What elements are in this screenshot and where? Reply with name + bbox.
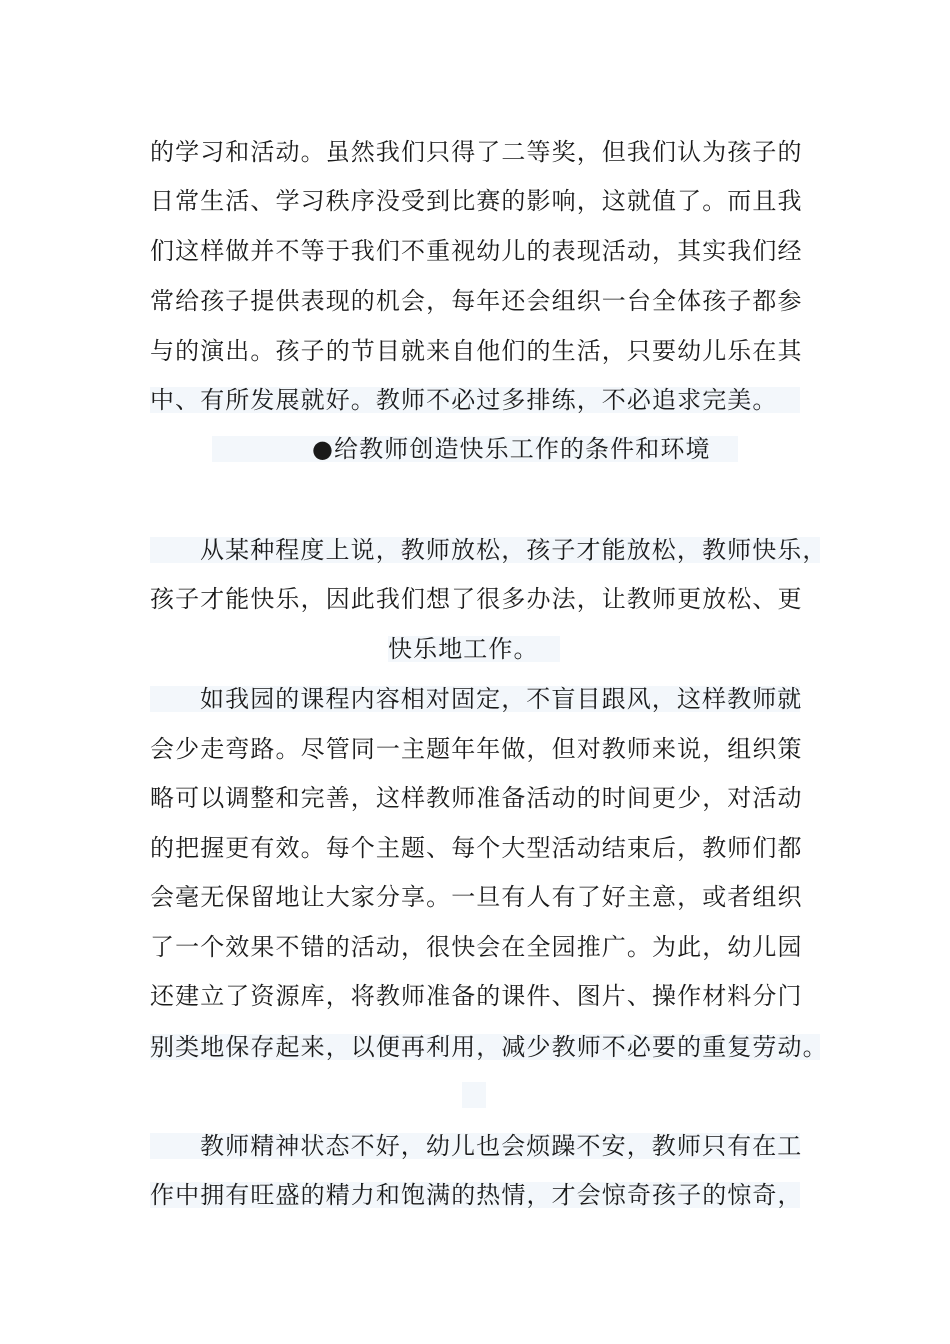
paragraph-line: 快乐地工作。 <box>388 636 560 662</box>
paragraph-line: 还建立了资源库，将教师准备的课件、图片、操作材料分门 <box>150 982 803 1010</box>
paragraph-line: 中、有所发展就好。教师不必过多排练，不必追求完美。 <box>150 387 800 413</box>
paragraph-line: 与的演出。孩子的节目就来自他们的生活，只要幼儿乐在其 <box>150 337 803 365</box>
paragraph-line: 的学习和活动。虽然我们只得了二等奖，但我们认为孩子的 <box>150 138 803 166</box>
paragraph-line: 常给孩子提供表现的机会，每年还会组织一台全体孩子都参 <box>150 287 803 315</box>
paragraph-line: 了一个效果不错的活动，很快会在全园推广。为此，幼儿园 <box>150 933 803 961</box>
paragraph-line: 作中拥有旺盛的精力和饱满的热情，才会惊奇孩子的惊奇， <box>150 1181 803 1209</box>
paragraph-line: 会毫无保留地让大家分享。一旦有人有了好主意，或者组织 <box>150 883 803 911</box>
paragraph-line: 们这样做并不等于我们不重视幼儿的表现活动，其实我们经 <box>150 237 803 265</box>
paragraph-line: 教师精神状态不好，幼儿也会烦躁不安，教师只有在工 <box>150 1133 800 1159</box>
section-heading: ●给教师创造快乐工作的条件和环境 <box>212 436 738 462</box>
paragraph-line: 会少走弯路。尽管同一主题年年做，但对教师来说，组织策 <box>150 735 803 763</box>
paragraph-line: 如我园的课程内容相对固定，不盲目跟风，这样教师就 <box>150 686 800 712</box>
highlight-marker <box>462 1082 486 1108</box>
paragraph-line: 从某种程度上说，教师放松，孩子才能放松，教师快乐， <box>150 537 820 563</box>
paragraph-line: 别类地保存起来，以便再利用，减少教师不必要的重复劳动。 <box>150 1033 828 1061</box>
paragraph-line: 日常生活、学习秩序没受到比赛的影响，这就值了。而且我 <box>150 187 803 215</box>
paragraph-line: 孩子才能快乐，因此我们想了很多办法，让教师更放松、更 <box>150 585 803 613</box>
paragraph-line: 略可以调整和完善，这样教师准备活动的时间更少，对活动 <box>150 784 803 812</box>
paragraph-line: 的把握更有效。每个主题、每个大型活动结束后，教师们都 <box>150 834 803 862</box>
